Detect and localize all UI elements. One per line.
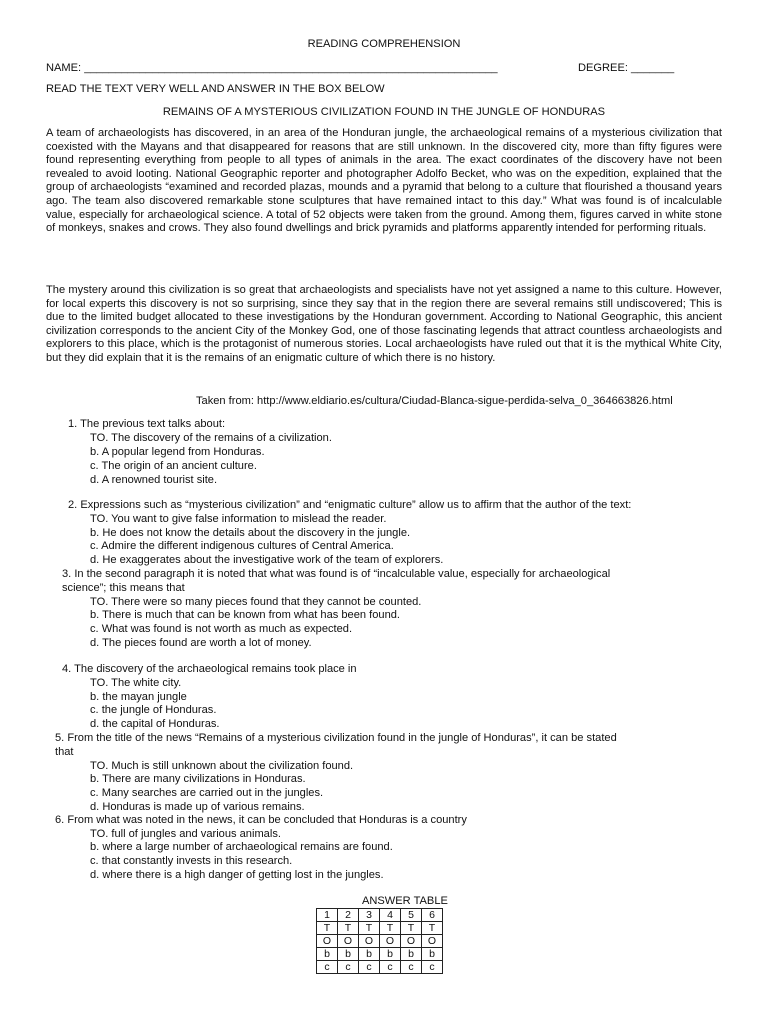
article-title: REMAINS OF A MYSTERIOUS CIVILIZATION FOUND IN THE JUNGLE OF HONDURAS [162,106,606,118]
question-3-stem-continued: science”; this means that [62,582,185,594]
answer-cell[interactable]: c [401,961,422,974]
answer-cell[interactable]: T [338,922,359,935]
answer-cell: 1 [317,909,338,922]
question-6-option-d: d. where there is a high danger of getting lost in the jungles. [90,869,384,881]
question-3-option-d: d. The pieces found are worth a lot of money. [90,637,312,649]
question-4-option-c: c. the jungle of Honduras. [90,704,217,716]
answer-cell[interactable]: c [338,961,359,974]
article-source: Taken from: http://www.eldiario.es/cultura/Ciudad-Blanca-sigue-perdida-selva_0_364663826.html [196,395,673,407]
answer-cell[interactable]: T [422,922,443,935]
answer-table-row [317,961,443,974]
question-6-stem: 6. From what was noted in the news, it can be concluded that Honduras is a country [55,814,467,826]
question-5-option-c: c. Many searches are carried out in the jungles. [90,787,324,799]
question-1-option-a: TO. The discovery of the remains of a civilization. [90,432,332,444]
name-field[interactable]: NAME: ___________________________________________________________________ [46,62,498,74]
answer-cell[interactable]: T [359,922,380,935]
answer-cell: 2 [338,909,359,922]
answer-cell[interactable]: b [338,948,359,961]
question-2-stem: 2. Expressions such as “mysterious civilization” and “enigmatic culture” allow us to affirm that the author of the text: [68,499,632,511]
answer-table-row [317,922,443,935]
question-5-option-d: d. Honduras is made up of various remains. [90,801,305,813]
question-2-option-c: c. Admire the different indigenous cultures of Central America. [90,540,394,552]
question-3-option-c: c. What was found is not worth as much as expected. [90,623,353,635]
answer-table-row [317,935,443,948]
answer-table-title: ANSWER TABLE [362,895,448,907]
article-paragraph-1: A team of archaeologists has discovered, in an area of the Honduran jungle, the archaeological remains of a mysterious civilization that coexisted with the Mayans and that disappeared for reasons that are still unknown. In the discovered city, more than fifty figures were found representing everything from people to all types of animals in the area. The exact coordinates of the discovery have not been revealed to avoid looting. National Geographic reporter and photographer Adolfo Becket, who was on the expedition, explained that the group of archaeologists “examined and recorded plazas, mounds and a pyramid that belong to a culture that flourished a thousand years ago. The team also discovered remarkable stone sculptures that have remained intact to this day.” What was found is of incalculable value, especially for archaeological science. A total of 52 objects were taken from the ground. Among them, figures carved in white stone of monkeys, snakes and crows. They also found dwellings and brick pyramids and platforms apparently intended for performing rituals. [46,127,722,235]
question-4-option-b: b. the mayan jungle [90,691,187,703]
answer-table-header-row [317,909,443,922]
question-5-option-b: b. There are many civilizations in Honduras. [90,773,306,785]
question-3-option-b: b. There is much that can be known from what has been found. [90,609,400,621]
question-3-option-a: TO. There were so many pieces found that they cannot be counted. [90,596,422,608]
question-5-stem: 5. From the title of the news “Remains of a mysterious civilization found in the jungle of Honduras”, it can be stated [55,732,617,744]
question-3-stem: 3. In the second paragraph it is noted that what was found is of “incalculable value, especially for archaeological [62,568,611,580]
answer-cell[interactable]: c [380,961,401,974]
answer-cell[interactable]: b [359,948,380,961]
answer-cell[interactable]: O [317,935,338,948]
question-6-option-c: c. that constantly invests in this research. [90,855,293,867]
answer-cell[interactable]: c [317,961,338,974]
answer-cell[interactable]: O [359,935,380,948]
answer-cell[interactable]: b [380,948,401,961]
instruction: READ THE TEXT VERY WELL AND ANSWER IN THE BOX BELOW [46,83,385,95]
degree-field[interactable]: DEGREE: _______ [578,62,675,74]
answer-table-row [317,948,443,961]
question-6-option-b: b. where a large number of archaeological remains are found. [90,841,393,853]
question-6-option-a: TO. full of jungles and various animals. [90,828,281,840]
answer-cell[interactable]: O [401,935,422,948]
answer-cell[interactable]: b [401,948,422,961]
answer-table [316,908,443,974]
answer-cell[interactable]: O [338,935,359,948]
answer-cell[interactable]: b [317,948,338,961]
question-5-stem-continued: that [55,746,74,758]
answer-cell[interactable]: T [317,922,338,935]
article-paragraph-2: The mystery around this civilization is so great that archaeologists and specialists have not yet assigned a name to this culture. However, for local experts this discovery is not so surprising, since they say that in the region there are several remains still undiscovered; This is due to the limited budget allocated to these investigations by the Honduran government. According to National Geographic, this ancient civilization corresponds to the ancient City of the Monkey God, one of those fascinating legends that attract countless archaeologists and explorers to this place, which is the protagonist of numerous stories. Local archaeologists have ruled out that it is the mythical White City, but they did explain that it is the remains of an enigmatic culture of which there is no history. [46,284,722,364]
question-4-option-a: TO. The white city. [90,677,182,689]
question-1-stem: 1. The previous text talks about: [68,418,226,430]
question-1-option-b: b. A popular legend from Honduras. [90,446,265,458]
answer-cell[interactable]: c [422,961,443,974]
question-4-option-d: d. the capital of Honduras. [90,718,220,730]
question-5-option-a: TO. Much is still unknown about the civilization found. [90,760,354,772]
worksheet-title: READING COMPREHENSION [307,38,461,50]
answer-cell[interactable]: O [380,935,401,948]
question-1-option-c: c. The origin of an ancient culture. [90,460,257,472]
answer-cell: 4 [380,909,401,922]
answer-cell[interactable]: T [380,922,401,935]
question-2-option-d: d. He exaggerates about the investigative work of the team of explorers. [90,554,444,566]
answer-cell: 6 [422,909,443,922]
answer-cell: 3 [359,909,380,922]
answer-cell[interactable]: b [422,948,443,961]
answer-cell: 5 [401,909,422,922]
answer-cell[interactable]: T [401,922,422,935]
question-1-option-d: d. A renowned tourist site. [90,474,218,486]
question-2-option-b: b. He does not know the details about the discovery in the jungle. [90,527,411,539]
answer-cell[interactable]: c [359,961,380,974]
answer-cell[interactable]: O [422,935,443,948]
question-2-option-a: TO. You want to give false information to mislead the reader. [90,513,387,525]
question-4-stem: 4. The discovery of the archaeological remains took place in [62,663,357,675]
